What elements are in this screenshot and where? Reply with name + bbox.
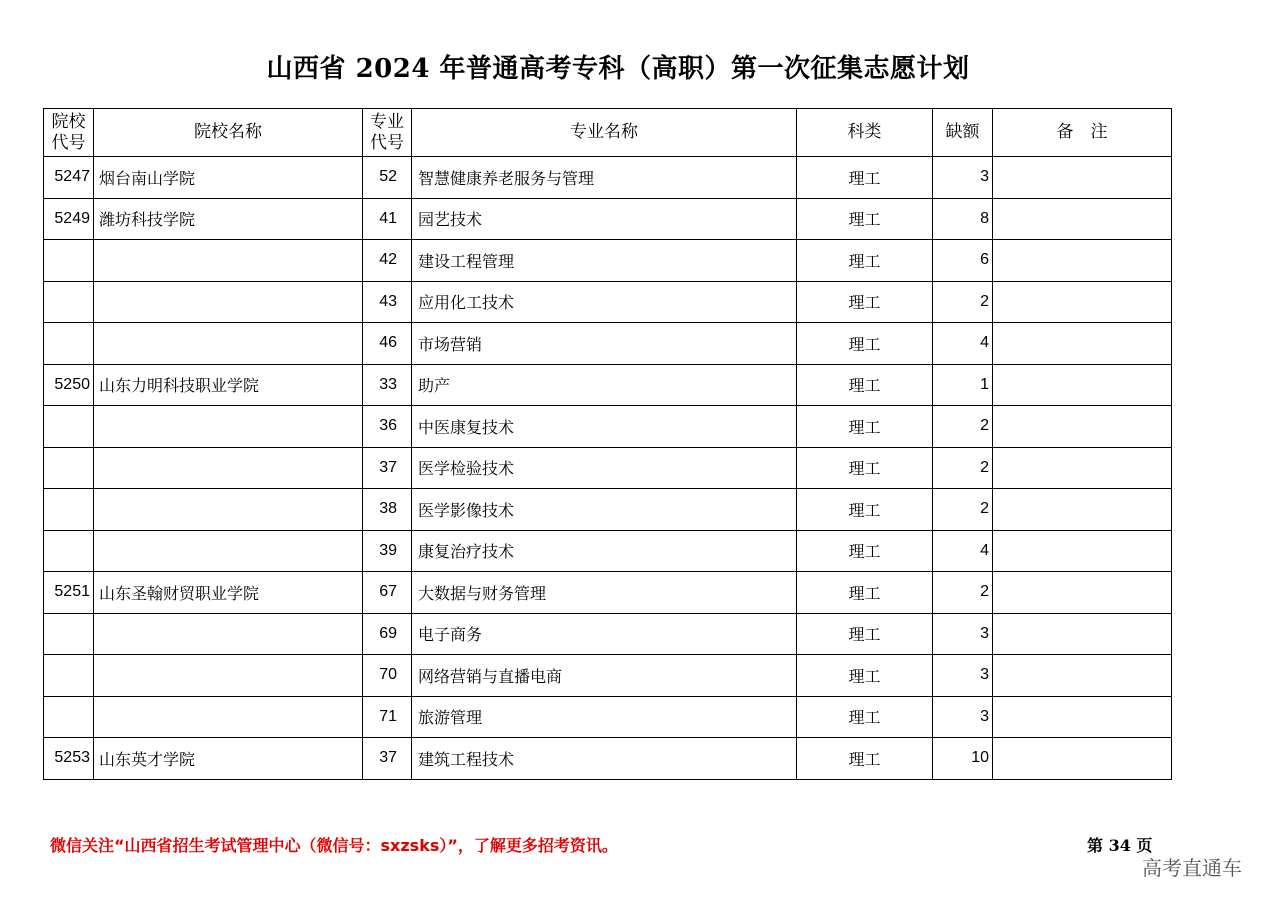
- table-row: [44, 447, 1172, 489]
- table-row: [44, 530, 1172, 572]
- header-remarks: 备 注: [993, 109, 1172, 157]
- cell-school-name: [94, 613, 363, 655]
- cell-major-code: 43: [363, 281, 412, 323]
- cell-remarks: [993, 240, 1172, 282]
- cell-major-name: 智慧健康养老服务与管理: [412, 157, 797, 199]
- cell-remarks: [993, 281, 1172, 323]
- cell-school-code: 5247: [44, 157, 94, 199]
- cell-school-name: 烟台南山学院: [94, 157, 363, 199]
- cell-major-code: 33: [363, 364, 412, 406]
- cell-remarks: [993, 696, 1172, 738]
- header-major-code-line2: 代号: [370, 132, 404, 153]
- cell-quota: 1: [933, 364, 993, 406]
- cell-school-name: 潍坊科技学院: [94, 198, 363, 240]
- cell-quota: 3: [933, 696, 993, 738]
- cell-school-code: [44, 530, 94, 572]
- cell-school-code: [44, 281, 94, 323]
- cell-quota: 3: [933, 655, 993, 697]
- cell-school-name: [94, 530, 363, 572]
- cell-remarks: [993, 530, 1172, 572]
- cell-school-code: 5251: [44, 572, 94, 614]
- table-row: [44, 489, 1172, 531]
- cell-major-name: 网络营销与直播电商: [412, 655, 797, 697]
- cell-quota: 3: [933, 613, 993, 655]
- cell-quota: 2: [933, 447, 993, 489]
- cell-school-name: [94, 696, 363, 738]
- cell-school-name: 山东力明科技职业学院: [94, 364, 363, 406]
- header-major-name: 专业名称: [412, 109, 797, 157]
- header-school-code-line1: 院校: [51, 111, 86, 132]
- cell-major-name: 市场营销: [412, 323, 797, 365]
- enrollment-plan-table: [43, 108, 1172, 780]
- header-major-code: [363, 109, 412, 157]
- cell-category: 理工: [797, 530, 933, 572]
- cell-school-name: [94, 406, 363, 448]
- cell-quota: 6: [933, 240, 993, 282]
- table-row: [44, 406, 1172, 448]
- cell-major-code: 37: [363, 738, 412, 780]
- cell-category: 理工: [797, 572, 933, 614]
- cell-school-code: [44, 655, 94, 697]
- cell-quota: 4: [933, 530, 993, 572]
- cell-quota: 2: [933, 572, 993, 614]
- header-school-name: 院校名称: [94, 109, 363, 157]
- cell-remarks: [993, 655, 1172, 697]
- cell-category: 理工: [797, 323, 933, 365]
- cell-major-code: 71: [363, 696, 412, 738]
- header-major-code-line1: 专业: [370, 111, 404, 132]
- cell-school-name: [94, 489, 363, 531]
- cell-major-code: 42: [363, 240, 412, 282]
- cell-remarks: [993, 406, 1172, 448]
- cell-school-code: [44, 323, 94, 365]
- cell-category: 理工: [797, 281, 933, 323]
- cell-major-code: 37: [363, 447, 412, 489]
- cell-quota: 3: [933, 157, 993, 199]
- cell-major-name: 康复治疗技术: [412, 530, 797, 572]
- table-row: [44, 323, 1172, 365]
- cell-remarks: [993, 364, 1172, 406]
- page-number: 第 34 页: [1087, 836, 1153, 855]
- table-header: [44, 109, 1172, 157]
- cell-remarks: [993, 489, 1172, 531]
- cell-category: 理工: [797, 613, 933, 655]
- cell-major-name: 中医康复技术: [412, 406, 797, 448]
- table-row: [44, 157, 1172, 199]
- cell-school-code: 5253: [44, 738, 94, 780]
- cell-major-name: 大数据与财务管理: [412, 572, 797, 614]
- cell-major-code: 39: [363, 530, 412, 572]
- cell-remarks: [993, 613, 1172, 655]
- table-row: [44, 572, 1172, 614]
- header-school-code: [44, 109, 94, 157]
- cell-school-code: [44, 613, 94, 655]
- cell-major-code: 70: [363, 655, 412, 697]
- cell-school-code: 5250: [44, 364, 94, 406]
- cell-quota: 8: [933, 198, 993, 240]
- cell-school-code: [44, 696, 94, 738]
- cell-category: 理工: [797, 364, 933, 406]
- cell-quota: 2: [933, 406, 993, 448]
- cell-major-name: 医学检验技术: [412, 447, 797, 489]
- cell-category: 理工: [797, 489, 933, 531]
- cell-category: 理工: [797, 696, 933, 738]
- table-row: [44, 240, 1172, 282]
- table-row: [44, 364, 1172, 406]
- cell-category: 理工: [797, 240, 933, 282]
- cell-school-name: 山东英才学院: [94, 738, 363, 780]
- cell-major-code: 41: [363, 198, 412, 240]
- cell-remarks: [993, 198, 1172, 240]
- cell-major-name: 助产: [412, 364, 797, 406]
- cell-quota: 2: [933, 489, 993, 531]
- table-row: [44, 198, 1172, 240]
- header-category: 科类: [797, 109, 933, 157]
- header-school-code-line2: 代号: [51, 132, 86, 153]
- cell-category: 理工: [797, 157, 933, 199]
- page-title: 山西省 2024 年普通高考专科（高职）第一次征集志愿计划: [266, 54, 970, 84]
- cell-remarks: [993, 572, 1172, 614]
- table-body: [44, 157, 1172, 780]
- cell-school-code: 5249: [44, 198, 94, 240]
- table-row: [44, 281, 1172, 323]
- cell-quota: 10: [933, 738, 993, 780]
- cell-category: 理工: [797, 655, 933, 697]
- cell-major-code: 52: [363, 157, 412, 199]
- cell-remarks: [993, 738, 1172, 780]
- cell-school-code: [44, 489, 94, 531]
- table-row: [44, 738, 1172, 780]
- cell-school-code: [44, 447, 94, 489]
- cell-school-name: [94, 323, 363, 365]
- cell-major-name: 建设工程管理: [412, 240, 797, 282]
- cell-major-code: 38: [363, 489, 412, 531]
- cell-school-code: [44, 240, 94, 282]
- cell-category: 理工: [797, 406, 933, 448]
- footer-note: 微信关注“山西省招生考试管理中心（微信号：sxzsks）”，了解更多招考资讯。: [50, 836, 618, 855]
- table-row: [44, 696, 1172, 738]
- cell-school-code: [44, 406, 94, 448]
- cell-major-name: 园艺技术: [412, 198, 797, 240]
- cell-category: 理工: [797, 198, 933, 240]
- cell-major-name: 旅游管理: [412, 696, 797, 738]
- cell-school-name: 山东圣翰财贸职业学院: [94, 572, 363, 614]
- cell-remarks: [993, 447, 1172, 489]
- cell-school-name: [94, 655, 363, 697]
- cell-quota: 2: [933, 281, 993, 323]
- cell-major-code: 69: [363, 613, 412, 655]
- cell-major-name: 医学影像技术: [412, 489, 797, 531]
- cell-quota: 4: [933, 323, 993, 365]
- cell-school-name: [94, 281, 363, 323]
- cell-remarks: [993, 323, 1172, 365]
- cell-major-code: 46: [363, 323, 412, 365]
- cell-major-name: 电子商务: [412, 613, 797, 655]
- cell-school-name: [94, 240, 363, 282]
- table-row: [44, 613, 1172, 655]
- table-row: [44, 655, 1172, 697]
- cell-category: 理工: [797, 447, 933, 489]
- cell-remarks: [993, 157, 1172, 199]
- cell-category: 理工: [797, 738, 933, 780]
- cell-major-code: 36: [363, 406, 412, 448]
- watermark-text: 高考直通车: [1142, 856, 1242, 880]
- cell-school-name: [94, 447, 363, 489]
- cell-major-name: 应用化工技术: [412, 281, 797, 323]
- cell-major-name: 建筑工程技术: [412, 738, 797, 780]
- cell-major-code: 67: [363, 572, 412, 614]
- header-quota: 缺额: [933, 109, 993, 157]
